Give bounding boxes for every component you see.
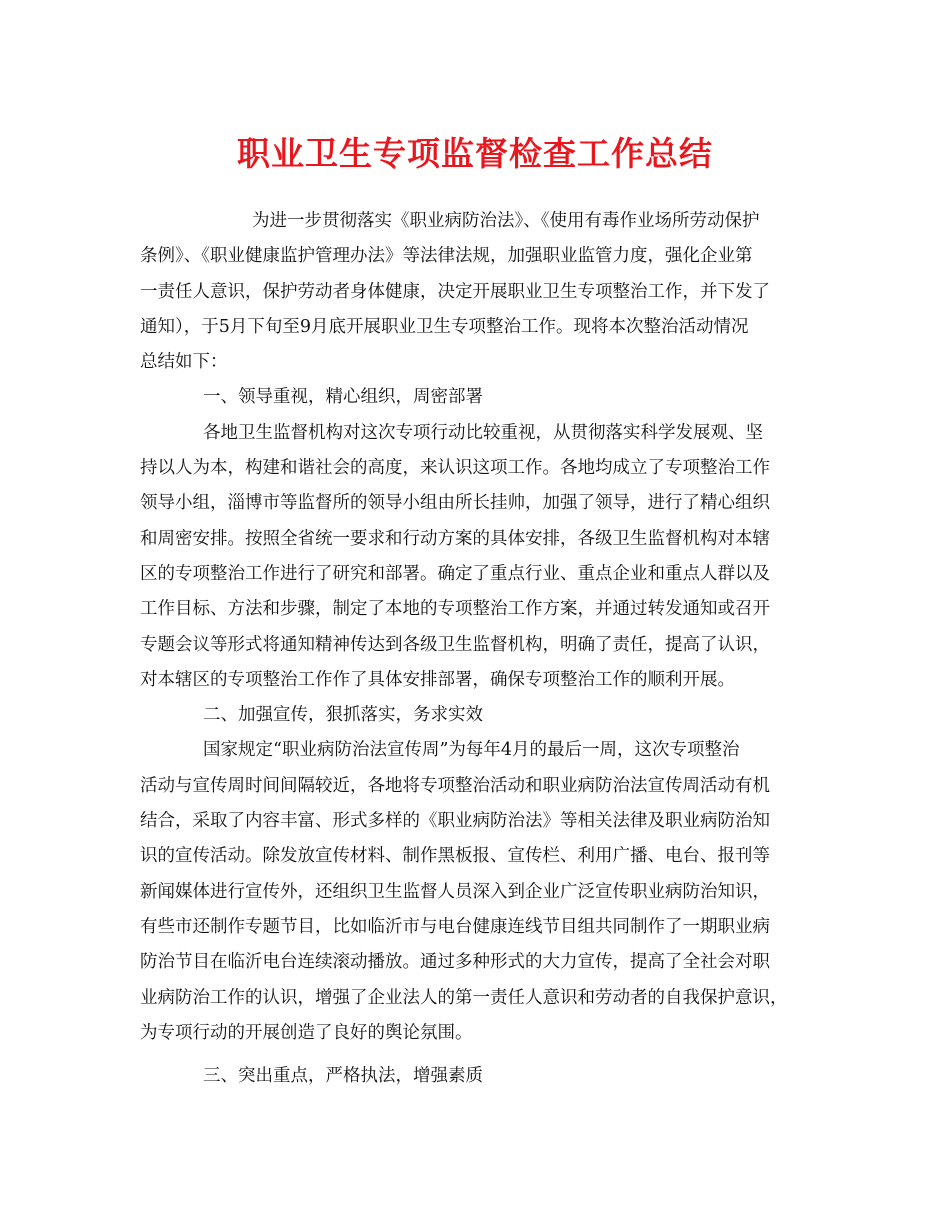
paragraph-line: 总结如下： — [140, 352, 228, 373]
paragraph-line: 条例》、《职业健康监护管理办法》等法律法规，加强职业监管力度，强化企业第 — [140, 246, 753, 267]
paragraph-line: 区的专项整治工作进行了研究和部署。确定了重点行业、重点企业和重点人群以及 — [140, 563, 770, 584]
paragraph-line: 新闻媒体进行宣传外，还组织卫生监督人员深入到企业广泛宣传职业病防治知识， — [140, 881, 770, 902]
paragraph-line: 业病防治工作的认识，增强了企业法人的第一责任人意识和劳动者的自我保护意识， — [140, 987, 788, 1008]
paragraph-line: 为进一步贯彻落实《职业病防治法》、《使用有毒作业场所劳动保护 — [252, 211, 760, 231]
paragraph-line: 各地卫生监督机构对这次专项行动比较重视，从贯彻落实科学发展观、坚 — [203, 422, 763, 443]
document-title: 职业卫生专项监督检查工作总结 — [237, 134, 713, 173]
paragraph-line: 和周密安排。按照全省统一要求和行动方案的具体安排，各级卫生监督机构对本辖 — [140, 528, 770, 549]
paragraph-line: 防治节目在临沂电台连续滚动播放。通过多种形式的大力宣传，提高了全社会对职 — [140, 952, 770, 973]
paragraph-line: 工作目标、方法和步骤，制定了本地的专项整治工作方案，并通过转发通知或召开 — [140, 599, 770, 620]
paragraph-line: 识的宣传活动。除发放宣传材料、制作黑板报、宣传栏、利用广播、电台、报刊等 — [140, 846, 770, 867]
paragraph-line: 对本辖区的专项整治工作作了具体安排部署，确保专项整治工作的顺利开展。 — [140, 669, 735, 690]
paragraph-line: 活动与宣传周时间间隔较近，各地将专项整治活动和职业病防治法宣传周活动有机 — [140, 775, 770, 796]
section-heading: 一、领导重视，精心组织，周密部署 — [203, 387, 483, 408]
section-heading: 三、突出重点，严格执法，增强素质 — [203, 1066, 483, 1087]
paragraph-line: 国家规定“职业病防治法宣传周”为每年4月的最后一周，这次专项整治 — [203, 740, 740, 761]
section-heading: 二、加强宣传，狠抓落实，务求实效 — [203, 705, 483, 726]
paragraph-line: 通知），于5月下旬至9月底开展职业卫生专项整治工作。现将本次整治活动情况 — [140, 316, 749, 337]
document-body — [140, 204, 830, 1094]
paragraph-line: 为专项行动的开展创造了良好的舆论氛围。 — [140, 1022, 473, 1043]
paragraph-line: 领导小组，淄博市等监督所的领导小组由所长挂帅，加强了领导，进行了精心组织 — [140, 493, 770, 514]
paragraph-line: 有些市还制作专题节目，比如临沂市与电台健康连线节目组共同制作了一期职业病 — [140, 916, 770, 937]
paragraph-line: 专题会议等形式将通知精神传达到各级卫生监督机构，明确了责任，提高了认识， — [140, 634, 770, 655]
paragraph-line: 持以人为本，构建和谐社会的高度，来认识这项工作。各地均成立了专项整治工作 — [140, 458, 770, 479]
paragraph-line: 一责任人意识，保护劳动者身体健康，决定开展职业卫生专项整治工作，并下发了 — [140, 281, 770, 302]
paragraph-line: 结合，采取了内容丰富、形式多样的《职业病防治法》等相关法律及职业病防治知 — [140, 811, 770, 832]
